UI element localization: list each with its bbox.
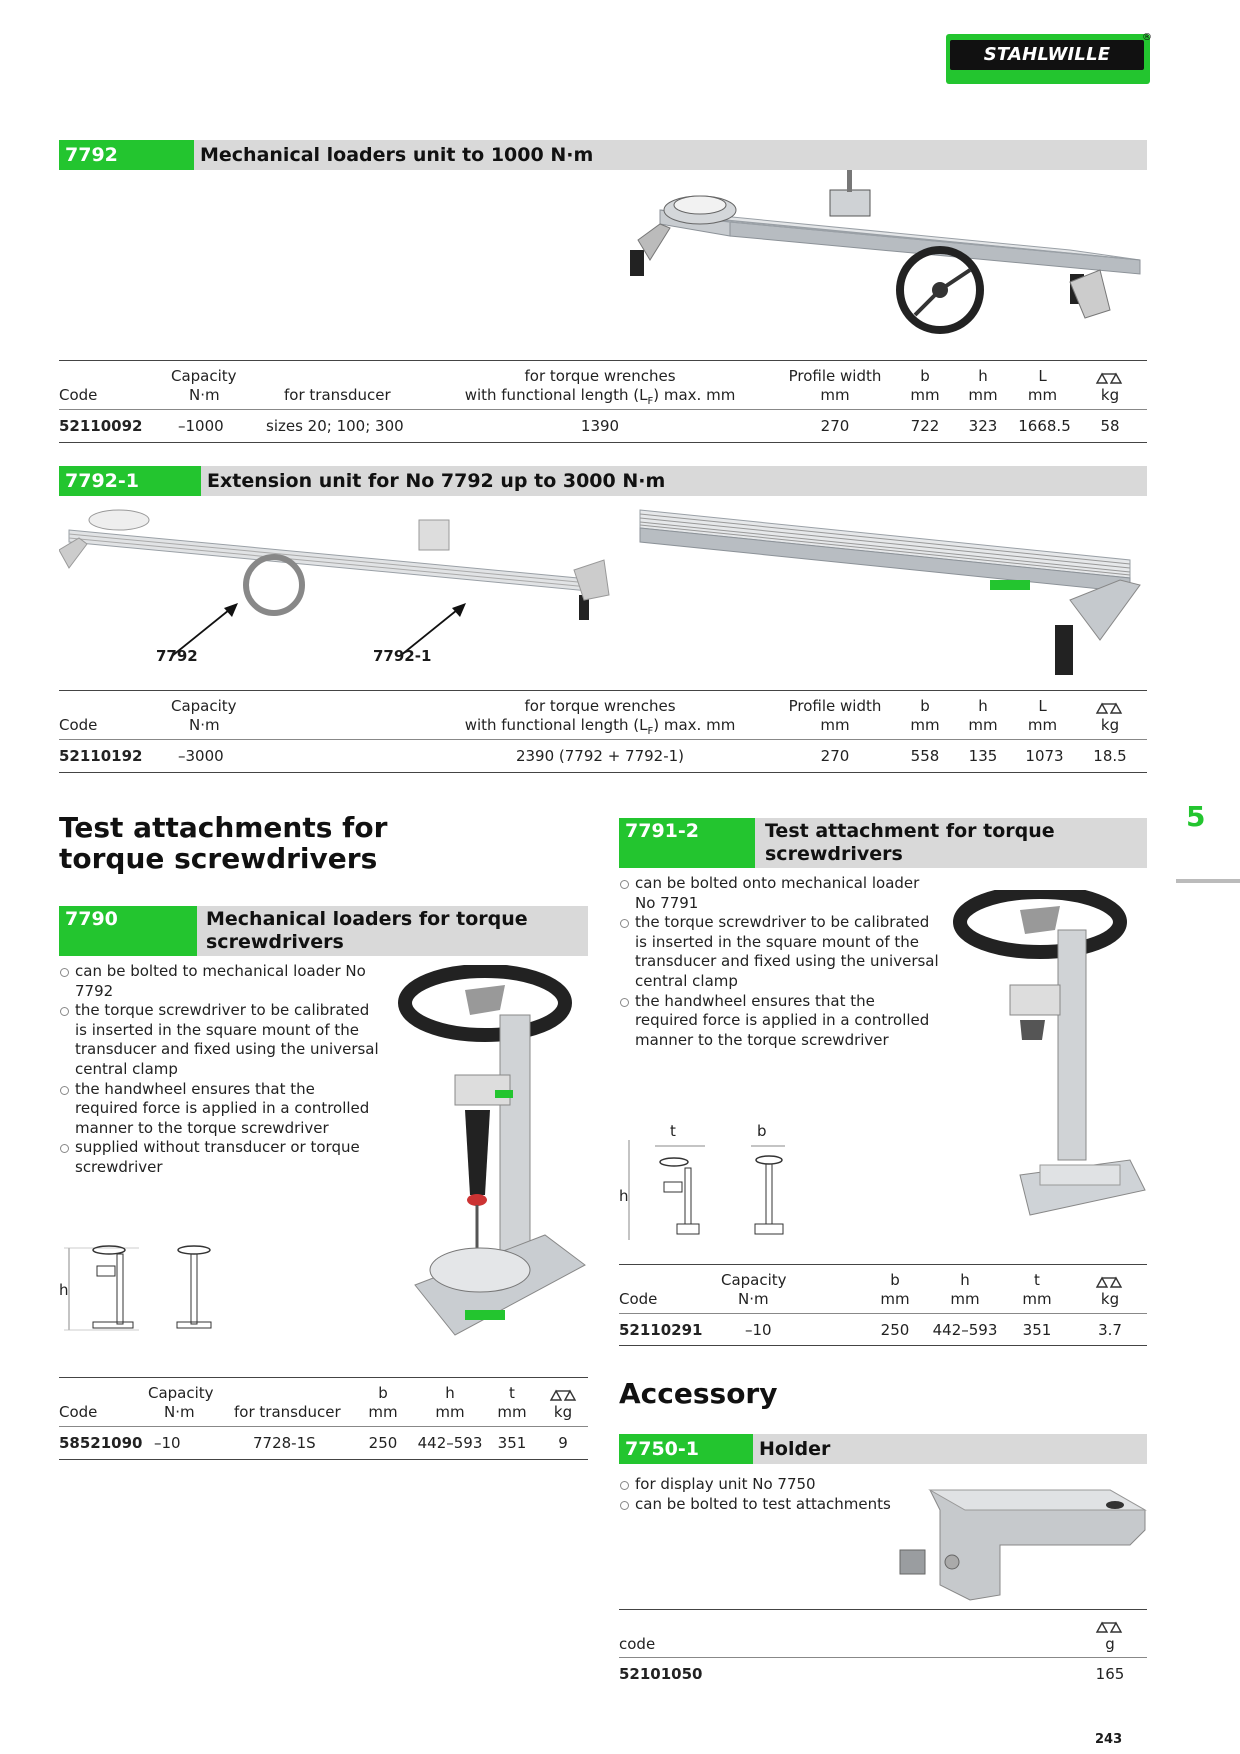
- scale-weight-icon: [1095, 701, 1123, 715]
- row-b: 558: [910, 747, 940, 765]
- col-t: t: [1034, 1271, 1040, 1289]
- dim-label-h: h: [59, 1281, 69, 1299]
- col-capacity-unit: N·m: [164, 1403, 195, 1421]
- table-rule-top: [619, 1609, 1147, 1610]
- bullet-item: can be bolted to test attachments: [619, 1495, 899, 1515]
- row-b: 722: [910, 417, 940, 435]
- col-b: b: [890, 1271, 900, 1289]
- stahlwille-logo: [946, 34, 1150, 84]
- row-kg: 9: [558, 1434, 568, 1452]
- col-capacity-unit: N·m: [189, 716, 220, 734]
- section-title: Mechanical loaders unit to 1000 N·m: [200, 144, 594, 166]
- table-rule-bottom: [59, 772, 1147, 773]
- section-title: Test attachment for torque screwdrivers: [765, 820, 1055, 865]
- col-transducer: for transducer: [284, 386, 391, 404]
- loader-7790-image: [395, 965, 595, 1365]
- col-b-unit: mm: [910, 386, 940, 404]
- row-profile: 270: [820, 747, 850, 765]
- section-header-7790: [59, 906, 588, 956]
- col-g-unit: g: [1105, 1635, 1115, 1653]
- col-t: t: [509, 1384, 515, 1402]
- row-wrench: 2390 (7792 + 7792-1): [515, 747, 685, 765]
- col-profile: Profile width: [788, 367, 882, 385]
- section-header-7792: [59, 140, 1147, 170]
- extension-assembly-image: [59, 500, 619, 640]
- col-h-unit: mm: [968, 386, 998, 404]
- col-capacity: Capacity: [148, 1384, 214, 1402]
- col-profile-unit: mm: [820, 716, 850, 734]
- bullets-7750-1: [619, 1475, 899, 1514]
- col-b: b: [378, 1384, 388, 1402]
- section-title: Extension unit for No 7792 up to 3000 N·m: [207, 470, 666, 492]
- col-profile-unit: mm: [820, 386, 850, 404]
- row-code: 52110192: [59, 747, 143, 765]
- row-capacity: –10: [745, 1321, 772, 1339]
- col-capacity: Capacity: [171, 697, 237, 715]
- col-transducer: for transducer: [234, 1403, 341, 1421]
- col-l-unit: mm: [1027, 386, 1058, 404]
- col-kg-unit: kg: [553, 1403, 573, 1421]
- col-capacity: Capacity: [721, 1271, 787, 1289]
- row-capacity: –1000: [178, 417, 224, 435]
- col-code: Code: [59, 386, 98, 404]
- table-rule-bottom: [59, 1459, 588, 1460]
- section-code: 7791-2: [619, 818, 755, 868]
- col-profile: Profile width: [788, 697, 882, 715]
- bullet-item: can be bolted onto mechanical loader No 7791: [619, 874, 939, 913]
- dimension-drawing-7790: [59, 1240, 239, 1340]
- section-title: Mechanical loaders for torque screwdrivers: [206, 908, 528, 953]
- table-rule-mid: [59, 739, 1147, 740]
- row-kg: 58: [1100, 417, 1120, 435]
- scale-weight-icon: [549, 1388, 577, 1402]
- dim-label-b: b: [757, 1122, 767, 1140]
- section-code: 7750-1: [619, 1434, 753, 1464]
- row-h: 323: [968, 417, 998, 435]
- col-wrench-length: with functional length $(L_F)$ max. mm: [464, 716, 736, 737]
- bullet-item: the handwheel ensures that the required force is applied in a controlled manner to the torque screwdriver: [59, 1080, 379, 1139]
- section-title: Holder: [759, 1438, 831, 1460]
- row-g: 165: [1095, 1665, 1125, 1683]
- col-capacity-unit: N·m: [738, 1290, 769, 1308]
- row-kg: 3.7: [1098, 1321, 1122, 1339]
- row-code: 52101050: [619, 1665, 703, 1683]
- bullets-7791-2: [619, 874, 939, 1050]
- col-kg-unit: kg: [1100, 386, 1120, 404]
- bullet-item: the torque screwdriver to be calibrated is inserted in the square mount of the transducer and fixed using the universal central clamp: [619, 913, 939, 991]
- row-code: 52110291: [619, 1321, 703, 1339]
- col-b-unit: mm: [910, 716, 940, 734]
- table-rule-mid: [59, 409, 1147, 410]
- col-b-unit: mm: [880, 1290, 910, 1308]
- table-rule-mid: [59, 1426, 588, 1427]
- chapter-number: 5: [1186, 800, 1206, 833]
- col-h: h: [978, 367, 988, 385]
- col-code: Code: [59, 716, 98, 734]
- holder-image: [890, 1470, 1150, 1610]
- section-code: 7792-1: [59, 466, 201, 496]
- col-kg-unit: kg: [1100, 1290, 1120, 1308]
- chapter-bar: [1176, 879, 1240, 883]
- row-capacity: –3000: [178, 747, 224, 765]
- brand-name: STAHLWILLE: [950, 40, 1144, 70]
- scale-weight-icon: [1095, 1275, 1123, 1289]
- heading-test-attachments: Test attachments for torque screwdrivers: [59, 811, 388, 875]
- col-code: Code: [59, 1403, 98, 1421]
- row-l: 1668.5: [1018, 417, 1071, 435]
- section-header-7750-1: [619, 1434, 1147, 1464]
- row-transducer: 7728-1S: [253, 1434, 316, 1452]
- col-l: L: [1038, 367, 1047, 385]
- row-h: 442–593: [417, 1434, 483, 1452]
- table-rule-mid: [619, 1313, 1147, 1314]
- col-b: b: [920, 367, 930, 385]
- col-t-unit: mm: [497, 1403, 527, 1421]
- table-rule-bottom: [619, 1345, 1147, 1346]
- row-t: 351: [1022, 1321, 1052, 1339]
- col-b-unit: mm: [368, 1403, 398, 1421]
- dim-label-t: t: [670, 1122, 676, 1140]
- bullet-item: can be bolted to mechanical loader No 7792: [59, 962, 379, 1001]
- loader-7792-image: [630, 170, 1150, 350]
- heading-accessory: Accessory: [619, 1377, 778, 1410]
- row-l: 1073: [1025, 747, 1064, 765]
- table-rule-top: [59, 1377, 588, 1378]
- row-code: 52110092: [59, 417, 143, 435]
- page-number: 243: [1095, 1732, 1123, 1747]
- section-header-7791-2: [619, 818, 1147, 868]
- table-rule-mid: [619, 1657, 1147, 1658]
- col-h: h: [978, 697, 988, 715]
- row-wrench: 1390: [580, 417, 620, 435]
- col-t-unit: mm: [1022, 1290, 1052, 1308]
- col-h-unit: mm: [968, 716, 998, 734]
- section-code: 7792: [59, 140, 194, 170]
- col-l-unit: mm: [1027, 716, 1058, 734]
- table-rule-top: [59, 690, 1147, 691]
- row-b: 250: [880, 1321, 910, 1339]
- bullet-item: the handwheel ensures that the required force is applied in a controlled manner to the torque screwdriver: [619, 992, 939, 1051]
- col-h: h: [445, 1384, 455, 1402]
- row-profile: 270: [820, 417, 850, 435]
- table-rule-top: [619, 1264, 1147, 1265]
- col-h-unit: mm: [435, 1403, 465, 1421]
- col-h: h: [960, 1271, 970, 1289]
- extension-unit-image: [630, 500, 1150, 680]
- row-transducer: sizes 20; 100; 300: [266, 417, 404, 435]
- col-wrench: for torque wrenches: [524, 367, 676, 385]
- row-h: 442–593: [932, 1321, 998, 1339]
- col-l: L: [1038, 697, 1047, 715]
- col-code: Code: [619, 1290, 658, 1308]
- bullet-item: the torque screwdriver to be calibrated is inserted in the square mount of the transducer and fixed using the universal central clamp: [59, 1001, 379, 1079]
- col-capacity-unit: N·m: [189, 386, 220, 404]
- scale-weight-icon: [1095, 371, 1123, 385]
- bullets-7790: [59, 962, 379, 1178]
- row-h: 135: [968, 747, 998, 765]
- section-code: 7790: [59, 906, 197, 956]
- row-code: 58521090: [59, 1434, 143, 1452]
- dim-label-h: h: [619, 1187, 629, 1205]
- row-t: 351: [497, 1434, 527, 1452]
- label-7792: 7792: [156, 647, 198, 665]
- row-capacity: –10: [154, 1434, 181, 1452]
- bullet-item: supplied without transducer or torque screwdriver: [59, 1138, 379, 1177]
- col-wrench: for torque wrenches: [524, 697, 676, 715]
- label-7792-1: 7792-1: [373, 647, 432, 665]
- col-wrench-length: with functional length $(L_F)$ max. mm: [464, 386, 736, 407]
- table-rule-top: [59, 360, 1147, 361]
- row-b: 250: [368, 1434, 398, 1452]
- registered-mark: ®: [1142, 32, 1152, 43]
- scale-weight-icon: [1095, 1620, 1123, 1634]
- col-kg-unit: kg: [1100, 716, 1120, 734]
- col-code: code: [619, 1635, 656, 1653]
- col-b: b: [920, 697, 930, 715]
- section-header-7792-1: [59, 466, 1147, 496]
- table-rule-bottom: [59, 442, 1147, 443]
- row-kg: 18.5: [1093, 747, 1127, 765]
- bullet-item: for display unit No 7750: [619, 1475, 899, 1495]
- attachment-7791-2-image: [950, 890, 1150, 1250]
- col-capacity: Capacity: [171, 367, 237, 385]
- dimension-drawing-7791-2: [619, 1130, 799, 1250]
- col-h-unit: mm: [950, 1290, 980, 1308]
